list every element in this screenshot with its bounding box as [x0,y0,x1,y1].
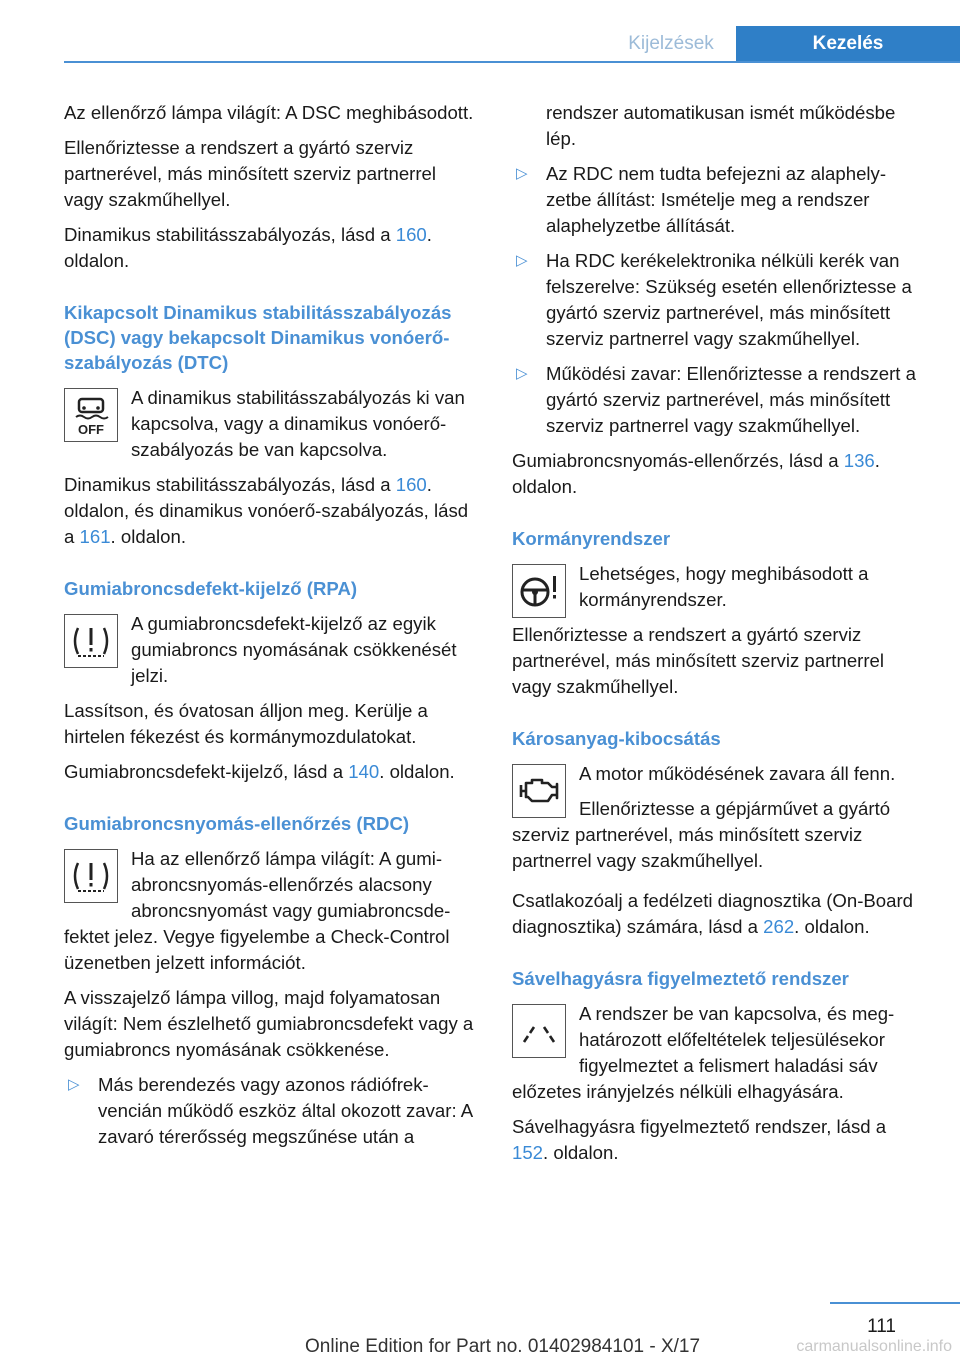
page-link[interactable]: 160 [395,224,427,245]
page-link[interactable]: 140 [348,761,380,782]
header-rule [64,61,960,63]
section-heading-rdc: Gumiabroncsnyomás-ellenőrzés (RDC) [64,813,410,834]
emission-block [512,761,924,874]
edition-note: Online Edition for Part no. 01402984101 - X/17 [305,1336,701,1357]
bullet-item: ▷ Más berendezés vagy azonos rádiófrekvencián működő eszköz által okozott zavar: A zavaró térerősség megszűnése után a [68,1074,473,1147]
right-column [512,100,924,1175]
dsc-text: A dinamikus stabilitásszabályozás ki van kapcsolva, vagy a dinamikus vonóerő-szabályozás be van kapcsolva. [131,387,465,460]
paragraph: A visszajelző lámpa villog, majd folyamatosan világít: Nem észlelhető gumiabroncsdefekt vagy a gumiabroncs nyomásának csökkenése. [64,987,474,1060]
footer-rule [830,1302,960,1304]
bullet-continuation: rendszer automatikusan ismét működésbe lép. [546,102,896,149]
rpa-block [64,611,476,689]
page-number: 111 [867,1316,896,1337]
emission-text: Ellenőriztesse a gépjárművet a gyártó szerviz partnerével, más minősített szerviz partnerrel vagy szakműhellyel. [512,798,891,871]
header-tabs [606,26,960,62]
paragraph: Dinamikus stabilitásszabályozás, lásd a 160. oldalon, és dinamikus vonóerő-szabályozás, lásd a 161. oldalon. [64,474,469,547]
section-heading-emission: Károsanyag-kibocsátás [512,728,721,749]
paragraph: Lassítson, és óvatosan álljon meg. Kerülje a hirtelen fékezést és kormánymozdulatokat. [64,700,428,747]
steering-block [512,561,924,700]
page-link[interactable]: 161 [79,526,111,547]
paragraph: Csatlakozóalj a fedélzeti diagnosztika (On-Board diagnosztika) számára, lásd a 262. oldalon. [512,890,914,937]
rpa-text: A gumiabroncsdefekt-kijelző az egyik gumiabroncs nyomásának csökkenését jelzi. [131,613,457,686]
section-heading-lane: Sávelhagyásra figyelmeztető rendszer [512,968,849,989]
svg-text:OFF: OFF [78,422,104,437]
paragraph: Sávelhagyásra figyelmeztető rendszer, lásd a 152. oldalon. [512,1116,887,1163]
paragraph: Az ellenőrző lámpa világít: A DSC meghibásodott. [64,102,474,123]
bullet-triangle-icon: ▷ [516,252,528,269]
section-heading-dsc: Kikapcsolt Dinamikus stabilitásszabályozás (DSC) vagy bekapcsolt Dinamikus vonóerőszabályozás (DTC) [64,302,452,373]
tire-warning-icon [64,849,118,903]
rdc-block [64,846,476,976]
paragraph: Dinamikus stabilitásszabályozás, lásd a 160. oldalon. [64,224,432,271]
page-link[interactable]: 262 [763,916,795,937]
lane-block [512,1001,924,1105]
paragraph: Gumiabroncsnyomás-ellenőrzés, lásd a 136. oldalon. [512,450,880,497]
page-link[interactable]: 152 [512,1142,544,1163]
bullet-item: ▷ Működési zavar: Ellenőriztesse a rendszert a gyártó szerviz partnerével, más minősített szerviz partnerrel vagy szakműhellyel. [516,363,916,436]
bullet-triangle-icon: ▷ [68,1076,80,1093]
engine-warning-icon [512,764,566,818]
tab-kezeles[interactable]: Kezelés [736,26,960,62]
tire-warning-icon [64,614,118,668]
page-link[interactable]: 160 [395,474,427,495]
tab-kijelzesek[interactable]: Kijelzések [628,33,714,54]
lane-text: A rendszer be van kapcsolva, és meghatározott előfeltételek teljesülésekor figyelmeztet a felismert haladási sáv előzetes irányjelzés nélküli elhagyására. [512,1003,895,1102]
steering-text: Lehetséges, hogy meghibásodott a kormányrendszer. [579,563,869,610]
steering-warning-icon [512,564,566,618]
left-column [64,100,476,1159]
bullet-triangle-icon: ▷ [516,165,528,182]
lane-departure-icon [512,1004,566,1058]
section-heading-rpa: Gumiabroncsdefekt-kijelző (RPA) [64,578,358,599]
page-link[interactable]: 136 [843,450,875,471]
steering-text: Ellenőriztesse a rendszert a gyártó szerviz partnerével, más minősített szerviz partnerrel vagy szakműhellyel. [512,624,885,697]
bullet-triangle-icon: ▷ [516,365,528,382]
emission-text: A motor működésének zavara áll fenn. [579,763,896,784]
bullet-item: ▷ Az RDC nem tudta befejezni az alaphelyzetbe állítást: Ismételje meg a rendszer alaphelyzetbe állítását. [516,163,887,236]
paragraph: Ellenőriztesse a rendszert a gyártó szerviz partnerével, más minősített szerviz partnerrel vagy szakműhellyel. [64,137,437,210]
dsc-block [64,385,476,463]
watermark: carmanualsonline.info [796,1338,952,1355]
bullet-item: ▷ Ha RDC kerékelektronika nélküli kerék van felszerelve: Szükség esetén ellenőriztesse a gyártó szerviz partnerével, más minősített szerviz partnerrel vagy szakműhellyel. [516,250,912,349]
rdc-text: Ha az ellenőrző lámpa világít: A gumiabroncsnyomás-ellenőrzés alacsony abroncsnyomást vagy gumiabroncsdefektet jelez. Vegye figyelembe a Check-Control üzenetben jelzett információt. [64,848,451,973]
dsc-off-icon [64,388,118,442]
paragraph: Gumiabroncsdefekt-kijelző, lásd a 140. oldalon. [64,761,455,782]
section-heading-steering: Kormányrendszer [512,528,671,549]
